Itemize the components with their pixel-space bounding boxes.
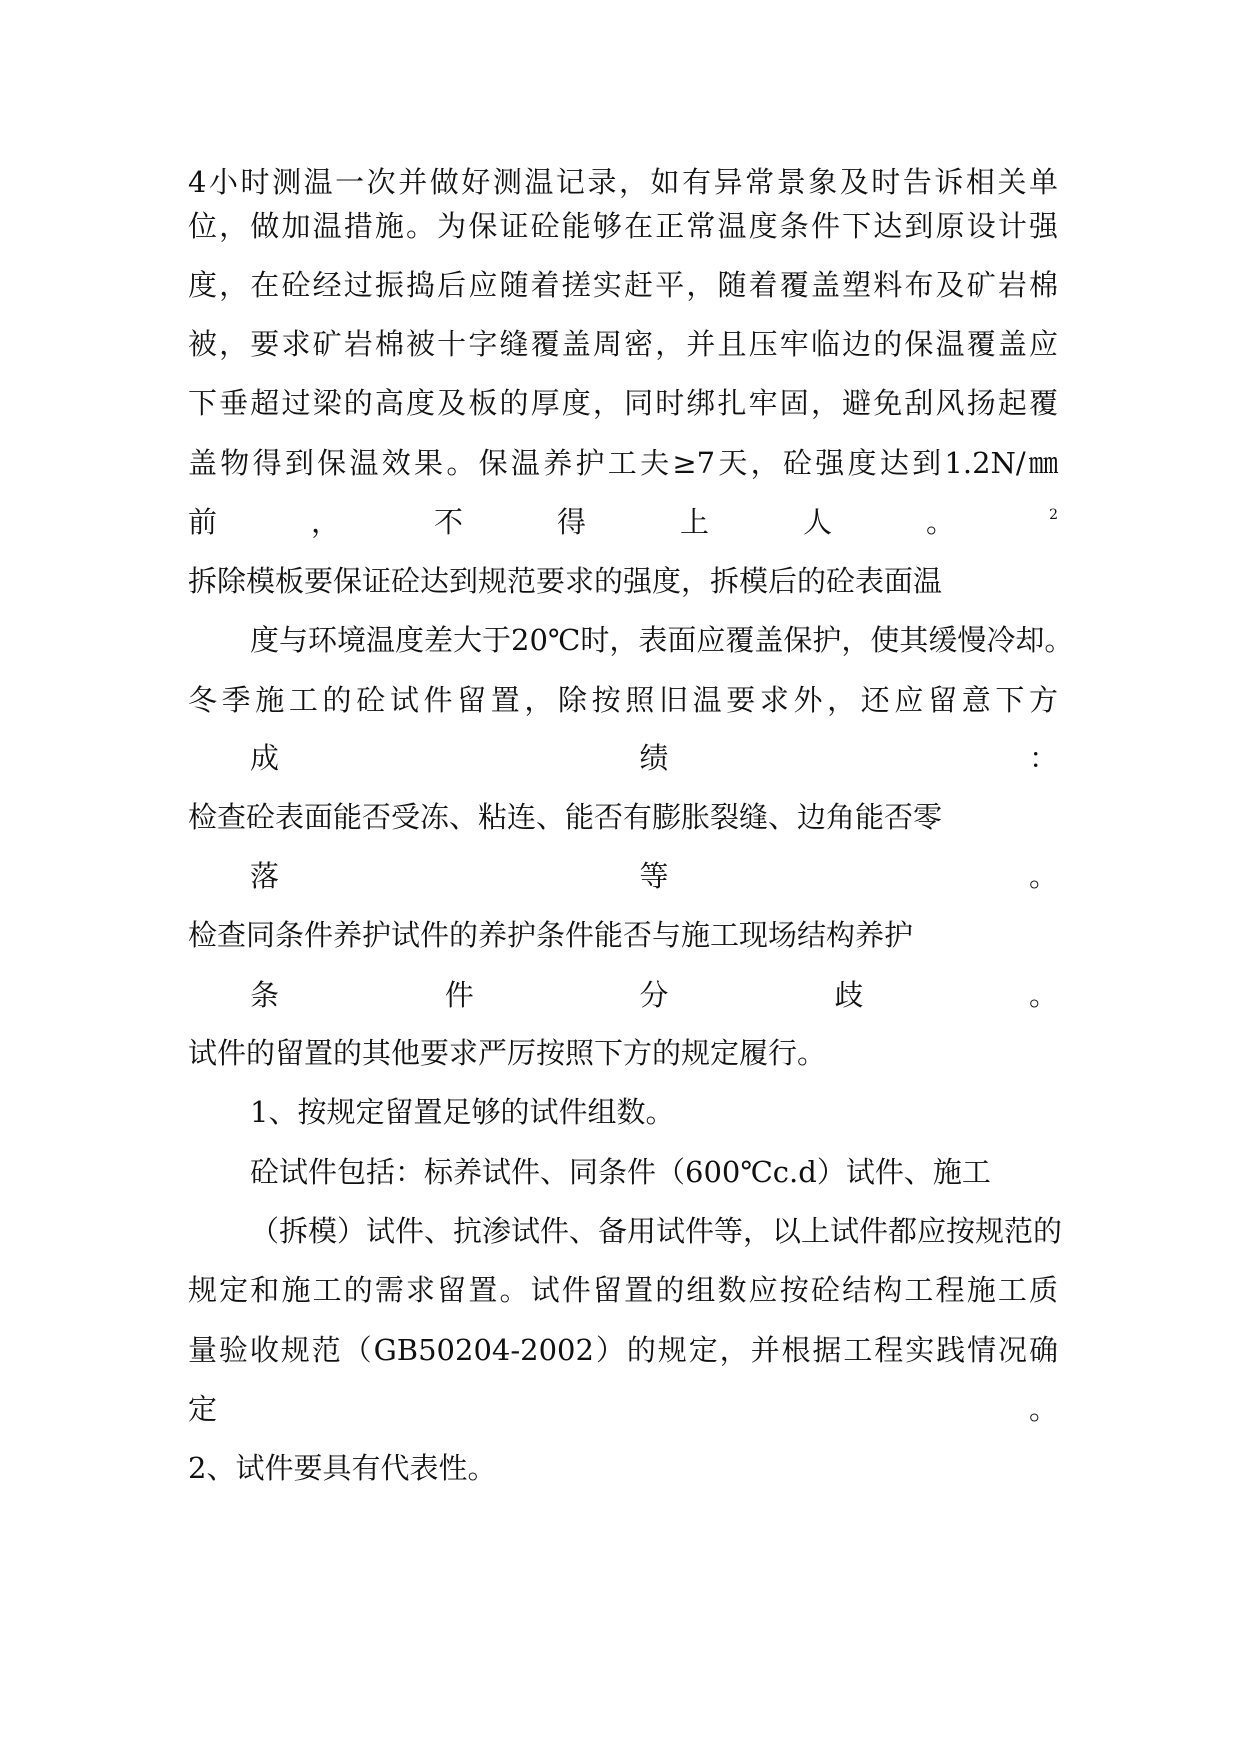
text-line: 位，做加温措施。为保证砼能够在正常温度条件下达到原设计强 [188,209,1058,243]
text-line: 规定和施工的需求留置。试件留置的组数应按砼结构工程施工质 [188,1273,1058,1307]
text-line: 盖物得到保温效果。保温养护工夫≥7天，砼强度达到1.2N/㎜ [188,446,1058,480]
text-line: 量验收规范（GB50204-2002）的规定，并根据工程实践情况确 [188,1333,1058,1367]
text-line-with-unit [188,502,1058,542]
numbered-item [250,1507,1058,1547]
text-line: 检查同条件养护试件的养护条件能否与施工现场结构养护 [188,918,914,952]
text-line: 拆除模板要保证砼达到规范要求的强度，拆模后的砼表面温 [188,564,943,598]
text-line: 冬季施工的砼试件留置，除按照旧温要求外，还应留意下方 [188,683,1058,717]
paragraph-start-line: 度与环境温度差大于20℃时，表面应覆盖保护，使其缓慢冷却。 [250,623,1074,657]
text-line: 4小时测温一次并做好测温记录，如有异常景象及时告诉相关单 [188,165,1058,199]
text-line: 下垂超过梁的高度及板的厚度，同时绑扎牢固，避免刮风扬起覆 [188,386,1058,420]
line-text: 前，不得上人。 [188,505,1050,539]
paragraph-start-line: 条件分歧。 [250,978,1058,1012]
text-line: 被，要求矿岩棉被十字缝覆盖周密，并且压牢临边的保温覆盖应 [188,327,1058,361]
paragraph-start-line: 成绩： [250,741,1058,775]
text-line: 2、试件要具有代表性。 [188,1451,497,1485]
text-line: 检查砼表面能否受冻、粘连、能否有膨胀裂缝、边角能否零 [188,800,943,834]
paragraph-start-line: 落等。 [250,859,1058,893]
text-line: 定。 [188,1392,1058,1426]
superscript: 2 [1049,507,1058,523]
text-line: 试件的留置的其他要求严厉按照下方的规定履行。 [188,1036,827,1070]
text-line: 度，在砼经过振捣后应随着搓实赶平，随着覆盖塑料布及矿岩棉 [188,268,1058,302]
paragraph-start-line: （拆模）试件、抗渗试件、备用试件等，以上试件都应按规范的 [250,1214,1063,1248]
paragraph-line: 1、按规定留置足够的试件组数。 [250,1095,675,1129]
numbered-item: 砼试件包括：标养试件、同条件（600℃c.d）试件、施工 [250,1155,991,1189]
